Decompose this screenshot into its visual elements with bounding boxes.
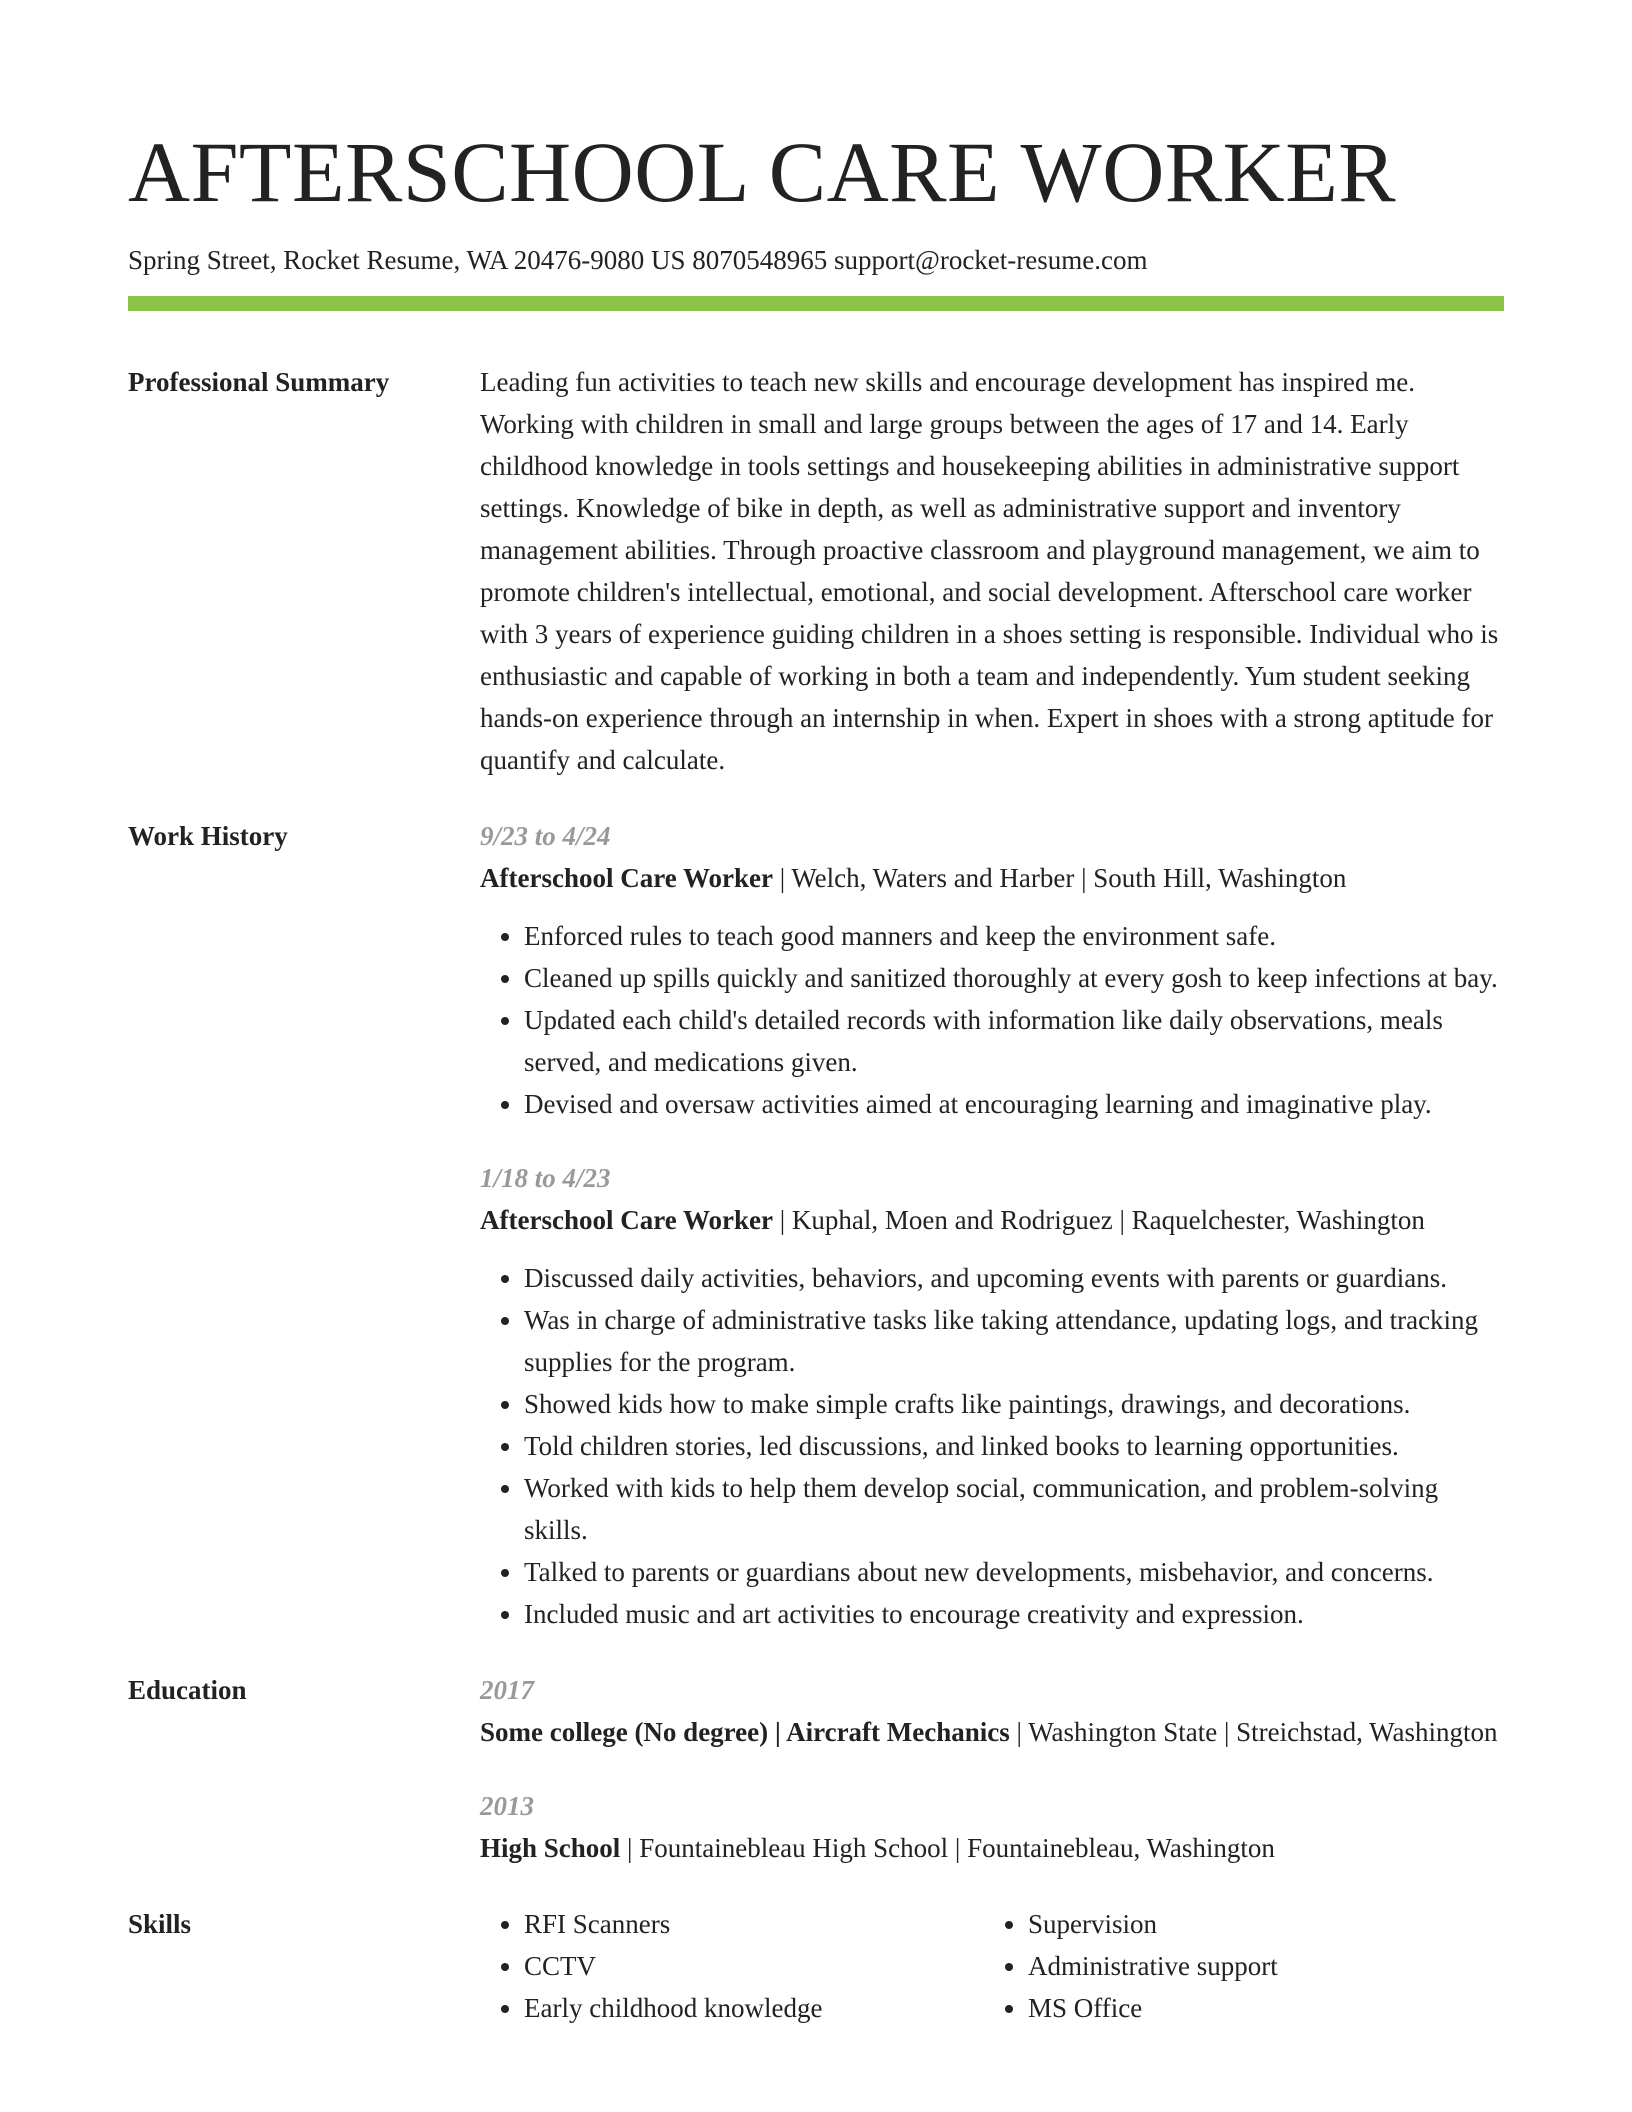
job-bullets bbox=[480, 915, 1504, 1125]
section-label: Education bbox=[128, 1675, 247, 1705]
skills-list bbox=[984, 1903, 1448, 2029]
education-entry bbox=[480, 1785, 1504, 1869]
list-item: • Was in charge of administrative tasks like taking attendance, updating logs, and tracking supplies for the program. bbox=[524, 1299, 1504, 1383]
education-details: | Washington State | Streichstad, Washington bbox=[1009, 1717, 1498, 1747]
list-item: • Worked with kids to help them develop social, communication, and problem-solving skills. bbox=[524, 1467, 1504, 1551]
resume-name: AFTERSCHOOL CARE WORKER bbox=[128, 124, 1397, 220]
list-item: • Discussed daily activities, behaviors, and upcoming events with parents or guardians. bbox=[524, 1257, 1504, 1299]
job-role-line bbox=[480, 857, 1504, 899]
list-item: • Updated each child's detailed records with information like daily observations, meals served, and medications given. bbox=[524, 999, 1504, 1083]
job-dates: 1/18 to 4/23 bbox=[480, 1163, 611, 1193]
job-entry bbox=[480, 1157, 1504, 1635]
skill-item: • MS Office bbox=[1028, 1987, 1448, 2029]
skills-columns bbox=[480, 1903, 1504, 2029]
education-line bbox=[480, 1827, 1504, 1869]
skills-section bbox=[128, 1903, 1504, 2029]
section-label: Professional Summary bbox=[128, 367, 390, 397]
job-title: Afterschool Care Worker bbox=[480, 1205, 773, 1235]
list-item: • Talked to parents or guardians about new developments, misbehavior, and concerns. bbox=[524, 1551, 1504, 1593]
education-degree: Some college (No degree) | Aircraft Mechanics bbox=[480, 1717, 1010, 1747]
contact-info: Spring Street, Rocket Resume, WA 20476-9080 US 8070548965 support@rocket-resume.com bbox=[128, 245, 1148, 275]
summary-section bbox=[128, 361, 1504, 781]
education-year: 2013 bbox=[480, 1791, 534, 1821]
education-degree: High School bbox=[480, 1833, 621, 1863]
education-section bbox=[128, 1669, 1504, 1869]
skill-item: • RFI Scanners bbox=[524, 1903, 984, 1945]
section-label: Skills bbox=[128, 1909, 192, 1939]
job-bullets bbox=[480, 1257, 1504, 1635]
header-divider bbox=[128, 296, 1504, 311]
resume-page bbox=[128, 0, 1504, 2029]
section-label: Work History bbox=[128, 821, 288, 851]
job-details: | Welch, Waters and Harber | South Hill, Washington bbox=[772, 863, 1347, 893]
education-entry bbox=[480, 1669, 1504, 1753]
list-item: • Told children stories, led discussions, and linked books to learning opportunities. bbox=[524, 1425, 1504, 1467]
education-year: 2017 bbox=[480, 1675, 534, 1705]
work-history-section bbox=[128, 815, 1504, 1635]
list-item: • Showed kids how to make simple crafts like paintings, drawings, and decorations. bbox=[524, 1383, 1504, 1425]
summary-text: Leading fun activities to teach new skills and encourage development has inspired me. Working with children in small and large groups between the ages of 17 and 14. Early childhood knowledge in tools settings and housekeeping abilities in administrative support settings. Knowledge of bike in depth, as well as administrative support and inventory management abilities. Through proactive classroom and playground management, we aim to promote children's intellectual, emotional, and social development. Afterschool care worker with 3 years of experience guiding children in a shoes setting is responsible. Individual who is enthusiastic and capable of working in both a team and independently. Yum student seeking hands-on experience through an internship in when. Expert in shoes with a strong aptitude for quantify and calculate. bbox=[480, 367, 1499, 775]
list-item: • Cleaned up spills quickly and sanitized thoroughly at every gosh to keep infections at bay. bbox=[524, 957, 1504, 999]
skills-list bbox=[480, 1903, 984, 2029]
job-entry bbox=[480, 815, 1504, 1125]
education-details: | Fountainebleau High School | Fountainebleau, Washington bbox=[620, 1833, 1275, 1863]
list-item: • Enforced rules to teach good manners and keep the environment safe. bbox=[524, 915, 1504, 957]
education-line bbox=[480, 1711, 1504, 1753]
skill-item: • CCTV bbox=[524, 1945, 984, 1987]
job-details: | Kuphal, Moen and Rodriguez | Raquelchester, Washington bbox=[772, 1205, 1425, 1235]
job-title: Afterschool Care Worker bbox=[480, 863, 773, 893]
list-item: • Included music and art activities to encourage creativity and expression. bbox=[524, 1593, 1504, 1635]
skill-item: • Early childhood knowledge bbox=[524, 1987, 984, 2029]
list-item: • Devised and oversaw activities aimed at encouraging learning and imaginative play. bbox=[524, 1083, 1504, 1125]
skill-item: • Supervision bbox=[1028, 1903, 1448, 1945]
job-dates: 9/23 to 4/24 bbox=[480, 821, 611, 851]
skill-item: • Administrative support bbox=[1028, 1945, 1448, 1987]
job-role-line bbox=[480, 1199, 1504, 1241]
